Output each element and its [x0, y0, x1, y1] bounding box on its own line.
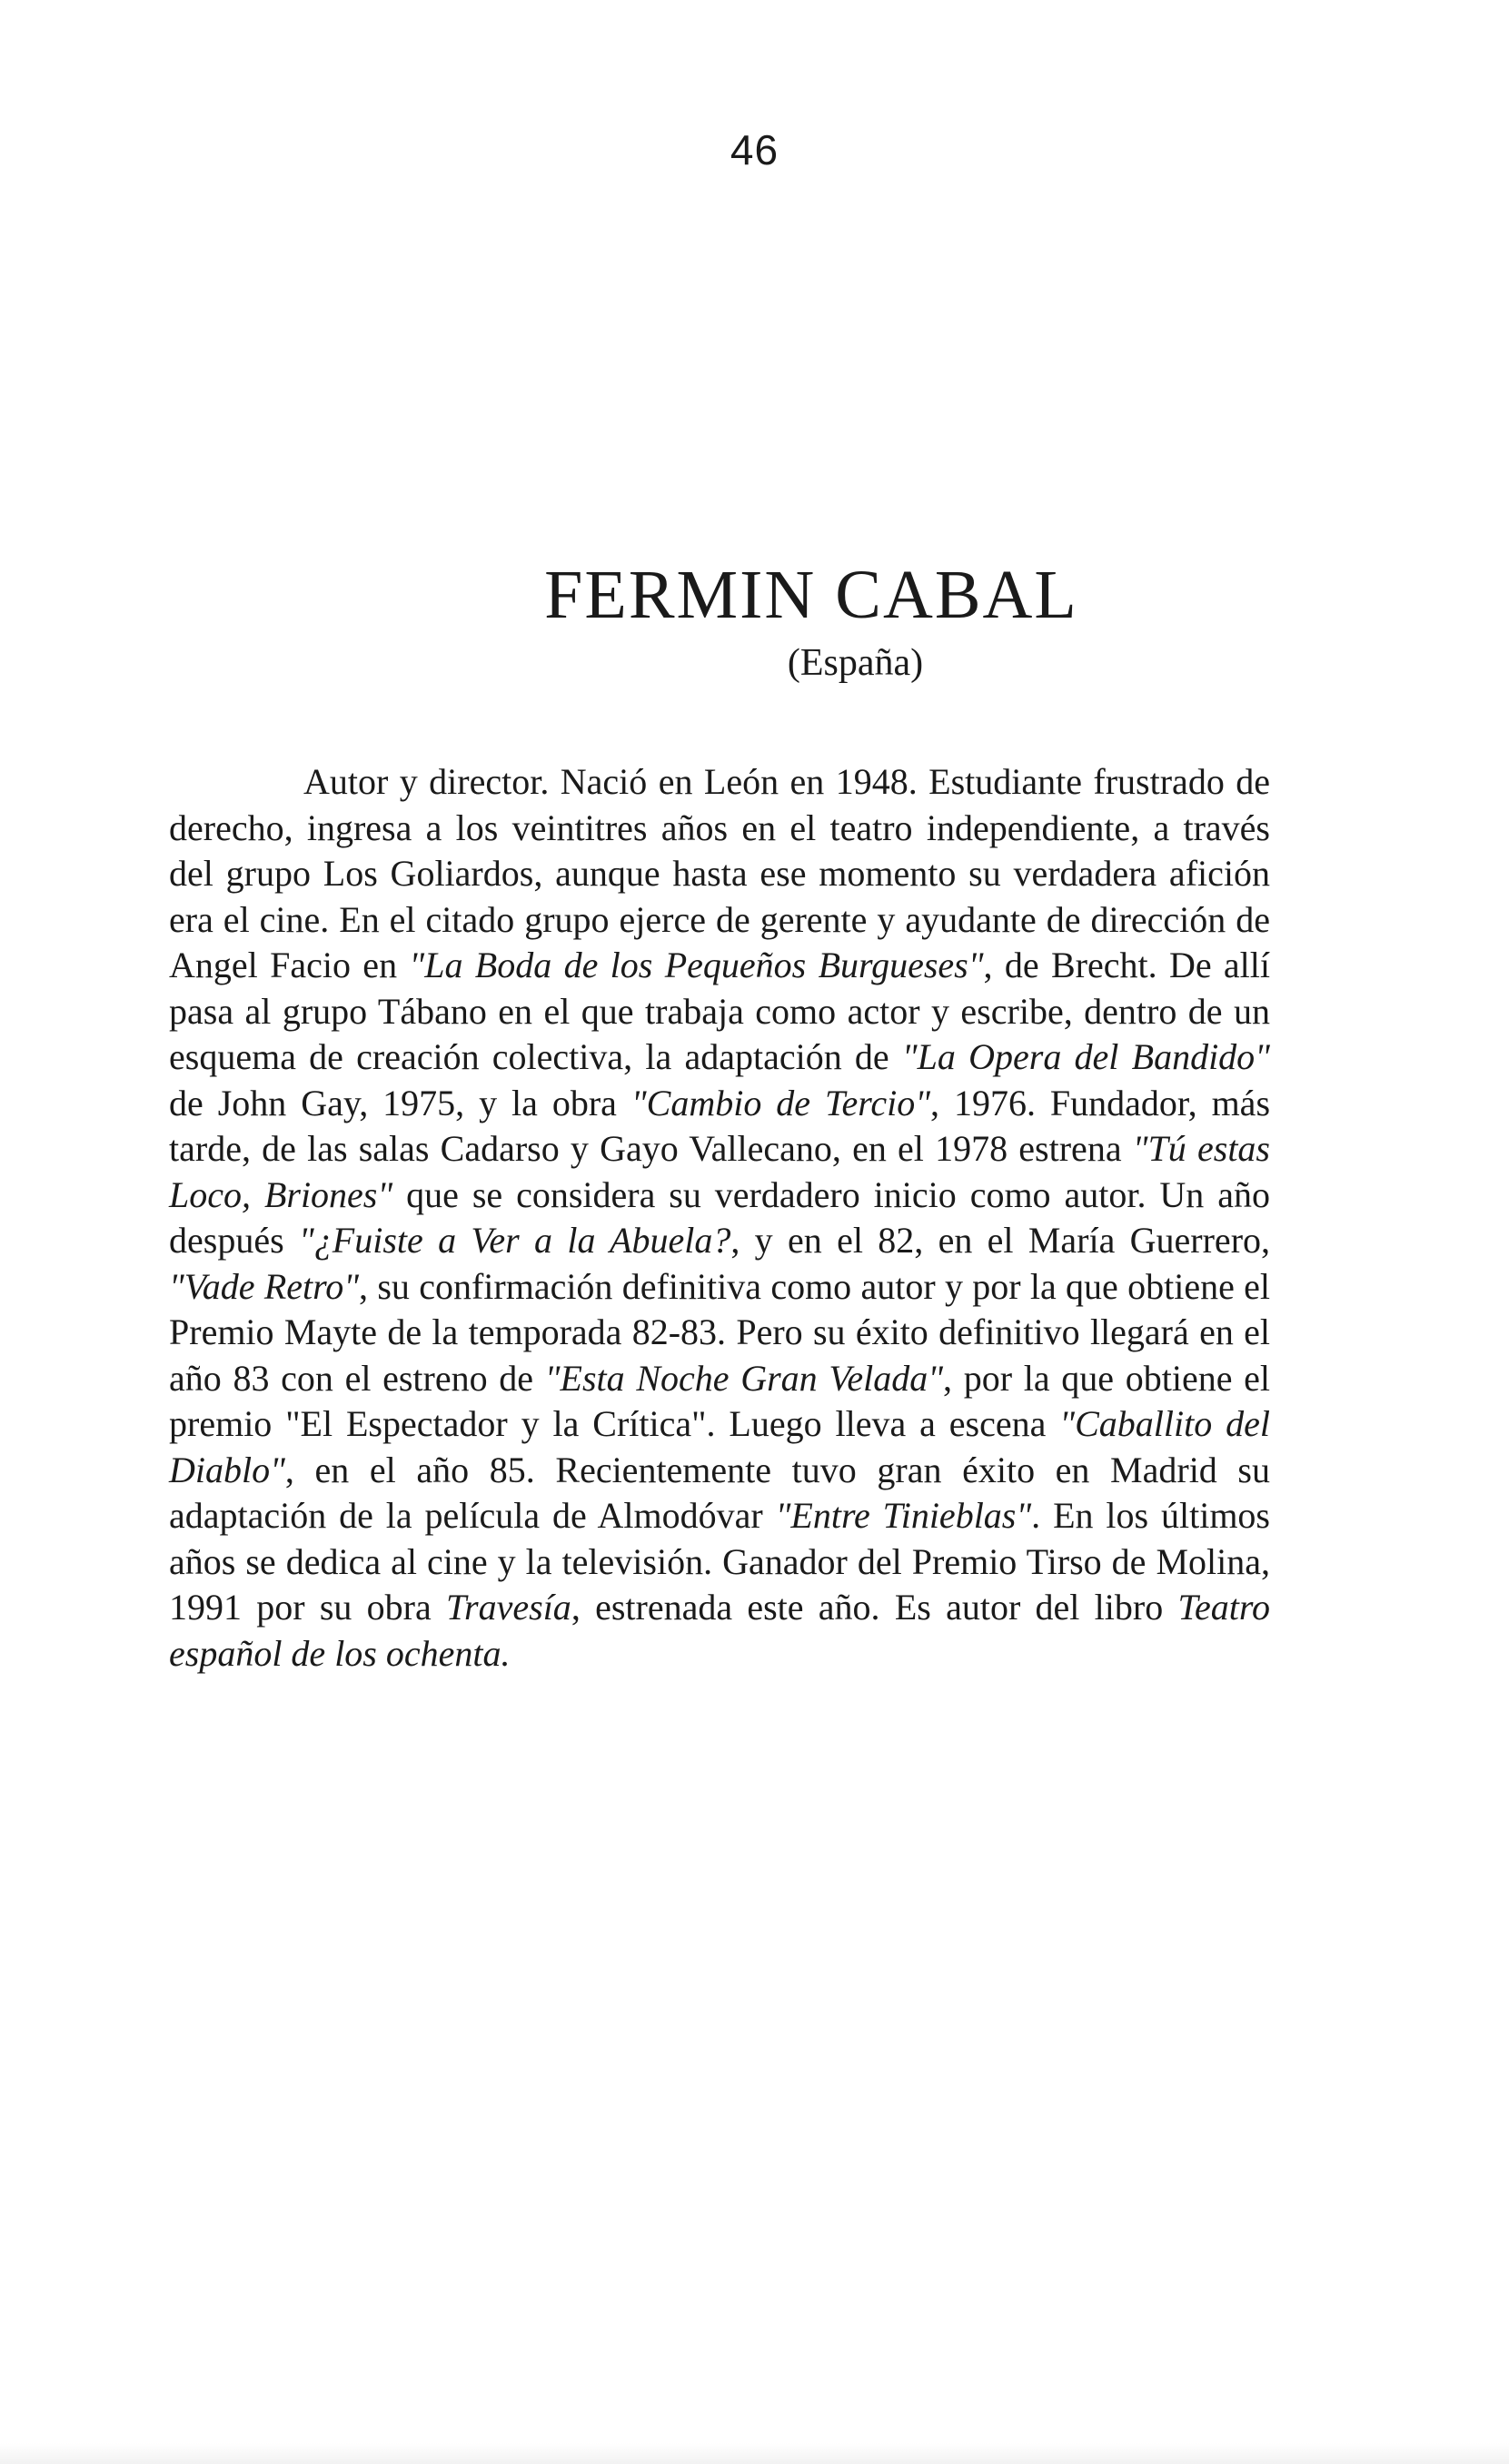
- work-title: "Entre Tinieblas": [775, 1495, 1032, 1536]
- bio-text: , por la que obtiene el premio "El Espectador y la Crítica". Luego lleva a escena: [169, 1357, 1271, 1444]
- page-number: 46: [730, 126, 779, 173]
- author-name: FERMIN CABAL: [544, 557, 1078, 633]
- bio-text: de John Gay, 1975, y la obra: [169, 1082, 631, 1123]
- book-title: Teatro español de los ochenta.: [169, 1587, 1270, 1674]
- bio-text: Autor y director. Nació en León en 1948. Estudiante frustrado de derecho, ingresa a los veintitres años en el teatro independiente, a través del grupo Los Goliardos, aunque hasta ese momento su verdadera afición era el cine. En el citado grupo ejerce de gerente y ayudante de dirección de Angel Facio en: [169, 761, 1270, 985]
- work-title: "Tú estas Loco, Briones": [169, 1128, 1271, 1215]
- biography-paragraph: [169, 759, 1270, 1677]
- bio-text: , en el año 85. Recientemente tuvo gran éxito en Madrid su adaptación de la película de Almodóvar: [169, 1449, 1270, 1536]
- author-country: (España): [787, 642, 924, 684]
- bio-text: , y en el 82, en el María Guerrero,: [730, 1220, 1271, 1261]
- work-title: "Esta Noche Gran Velada": [544, 1357, 944, 1399]
- bio-text: , estrenada este año. Es autor del libro: [571, 1587, 1178, 1628]
- work-title: "¿Fuiste a Ver a la Abuela?: [298, 1220, 731, 1261]
- bio-text: . En los últimos años se dedica al cine y la televisión. Ganador del Premio Tirso de Molina, 1991 por su obra: [169, 1495, 1270, 1628]
- work-title: "Cambio de Tercio": [630, 1082, 931, 1123]
- page-bottom-edge: [0, 2443, 1509, 2464]
- work-title: Travesía: [446, 1587, 571, 1628]
- work-title: "Vade Retro": [169, 1265, 360, 1307]
- work-title: "La Boda de los Pequeños Burgueses": [409, 945, 984, 985]
- bio-text: , de Brecht. De allí pasa al grupo Tábano en el que trabaja como actor y escribe, dentro de un esquema de creación colectiva, la adaptación de: [169, 945, 1271, 1077]
- bio-text: , 1976. Fundador, más tarde, de las salas Cadarso y Gayo Vallecano, en el 1978 estrena: [169, 1082, 1271, 1169]
- bio-text: que se considera su verdadero inicio como autor. Un año después: [169, 1173, 1271, 1261]
- bio-text: , su confirmación definitiva como autor y por la que obtiene el Premio Mayte de la temporada 82-83. Pero su éxito definitivo llegará en el año 83 con el estreno de: [169, 1265, 1270, 1399]
- work-title: "Caballito del Diablo": [169, 1403, 1271, 1490]
- work-title: "La Opera del Bandido": [901, 1036, 1270, 1077]
